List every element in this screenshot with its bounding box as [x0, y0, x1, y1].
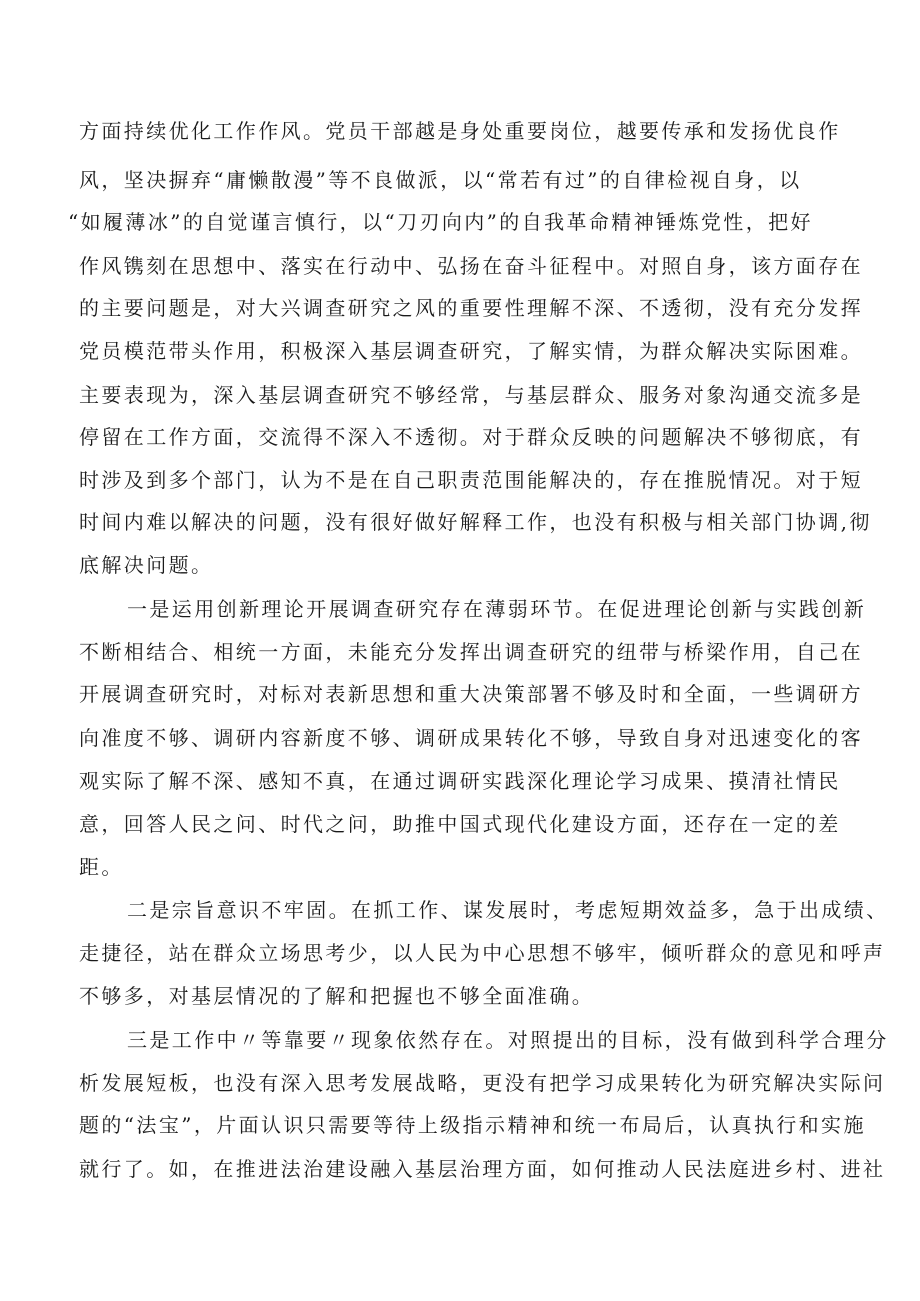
text-line: 的主要问题是，对大兴调查研究之风的重要性理解不深、不透彻，没有充分发挥: [79, 296, 863, 320]
text-line: 时间内难以解决的问题，没有很好做好解释工作，也没有积极与相关部门协调,彻: [79, 510, 872, 534]
paragraph-start-line: 三是工作中〃等靠要〃现象依然存在。对照提出的目标，没有做到科学合理分: [127, 1028, 889, 1052]
text-line: 底解决问题。: [79, 553, 214, 577]
text-line: 题的“法宝”，片面认识只需要等待上级指示精神和统一布局后，认真执行和实施: [79, 1113, 866, 1137]
text-line: 作风镌刻在思想中、落实在行动中、弘扬在奋斗征程中。对照自身，该方面存在: [79, 254, 863, 278]
text-line: 意，回答人民之问、时代之问，助推中国式现代化建设方面，还存在一定的差: [79, 812, 841, 836]
text-line: 就行了。如，在推进法治建设融入基层治理方面，如何推动人民法庭进乡村、进社: [79, 1157, 886, 1181]
text-line: 向准度不够、调研内容新度不够、调研成果转化不够，导致自身对迅速变化的客: [79, 726, 863, 750]
text-line: “如履薄冰”的自觉谨言慎行，以“刀刃向内”的自我革命精神锤炼党性，把好: [68, 210, 813, 234]
text-line: 不断相结合、相统一方面，未能充分发挥出调查研究的纽带与桥梁作用，自己在: [79, 640, 863, 664]
text-line: 时涉及到多个部门，认为不是在自己职责范围能解决的，存在推脱情况。对于短: [79, 468, 863, 492]
text-line: 主要表现为，深入基层调查研究不够经常，与基层群众、服务对象沟通交流多是: [79, 383, 863, 407]
text-line: 观实际了解不深、感知不真，在通过调研实践深化理论学习成果、摸清社情民: [79, 769, 841, 793]
paragraph-start-line: 一是运用创新理论开展调查研究存在薄弱环节。在促进理论创新与实践创新: [127, 597, 867, 621]
text-line: 不够多，对基层情况的了解和把握也不够全面准确。: [79, 984, 595, 1008]
text-line: 风，坚决摒弃“庸懒散漫”等不良做派，以“常若有过”的自律检视自身，以: [79, 168, 802, 192]
text-line: 走捷径，站在群众立场思考少，以人民为中心思想不够牢，倾听群众的意见和呼声: [79, 941, 886, 965]
text-line: 停留在工作方面，交流得不深入不透彻。对于群众反映的问题解决不够彻底，有: [79, 425, 863, 449]
text-line: 党员模范带头作用，积极深入基层调查研究，了解实情，为群众解决实际困难。: [79, 339, 863, 363]
text-line: 开展调查研究时，对标对表新思想和重大决策部署不够及时和全面，一些调研方: [79, 682, 863, 706]
paragraph-start-line: 二是宗旨意识不牢固。在抓工作、谋发展时，考虑短期效益多，急于出成绩、: [127, 898, 889, 922]
text-line: 方面持续优化工作作风。党员干部越是身处重要岗位，越要传承和发扬优良作: [79, 119, 841, 143]
text-line: 距。: [79, 855, 124, 879]
text-line: 析发展短板，也没有深入思考发展战略，更没有把学习成果转化为研究解决实际问: [79, 1071, 886, 1095]
